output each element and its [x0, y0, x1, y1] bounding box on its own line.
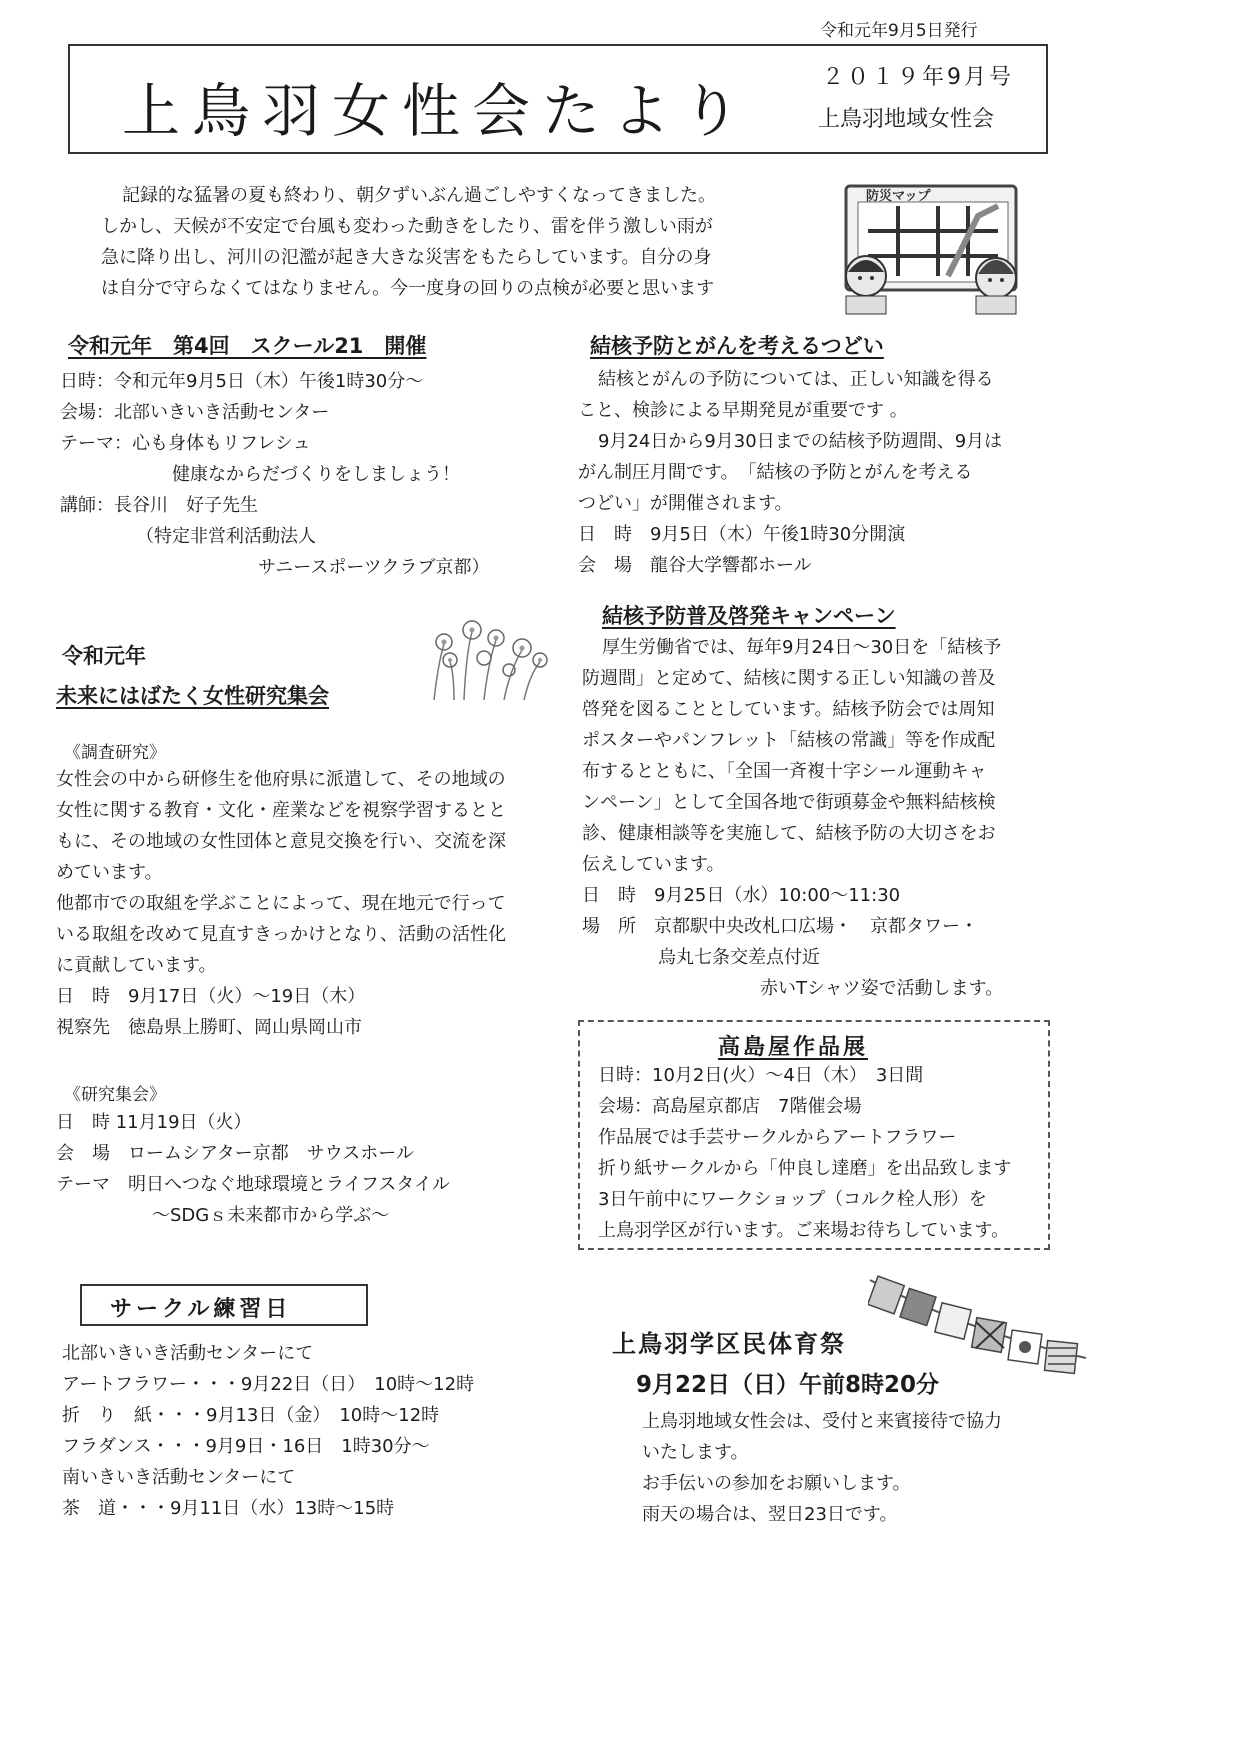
- research-line: 視察先 徳島県上勝町、岡山県岡山市: [56, 1017, 362, 1038]
- issue-date: 令和元年9月5日発行: [820, 21, 978, 41]
- research-line: テーマ 明日へつなぐ地球環境とライフスタイル: [56, 1174, 450, 1195]
- school21-line: サニースポーツクラブ京都）: [258, 557, 490, 578]
- exhibition-line: 3日午前中にワークショップ（コルク栓人形）を: [598, 1189, 987, 1210]
- cosmos-flowers-illustration: [414, 614, 554, 700]
- sports-festival-heading: 上鳥羽学区民体育祭: [612, 1330, 846, 1358]
- intro-line: は自分で守らなくてはなりません。今一度身の回りの点検が必要と思います: [101, 278, 715, 299]
- school21-line: 日時：令和元年9月5日（木）午後1時30分～: [60, 371, 424, 392]
- exhibition-line: 作品展では手芸サークルからアートフラワー: [598, 1127, 957, 1148]
- tb-cancer-line: こと、検診による早期発見が重要です 。: [578, 400, 908, 421]
- tb-campaign-line: ンペーン」として全国各地で街頭募金や無料結核検: [582, 792, 996, 813]
- tb-cancer-line: 結核とがんの予防については、正しい知識を得る: [598, 369, 994, 390]
- circle-line: 茶 道・・・9月11日（水）13時～15時: [62, 1498, 395, 1519]
- circle-heading: サークル練習日: [110, 1297, 292, 1322]
- tb-cancer-line: 会 場 龍谷大学響都ホール: [578, 555, 812, 576]
- tb-campaign-line: 防週間」と定めて、結核に関する正しい知識の普及: [582, 668, 996, 689]
- exhibition-box: [578, 1020, 1050, 1250]
- circle-line: 折 り 紙・・・9月13日（金） 10時～12時: [62, 1405, 440, 1426]
- tb-campaign-line: 啓発を図ることとしています。結核予防会では周知: [582, 699, 995, 720]
- hazard-map-illustration: [828, 176, 1028, 316]
- sports-festival-line: いたします。: [642, 1442, 749, 1463]
- map-label: 防災マップ: [866, 189, 931, 204]
- school21-line: 会場：北部いきいき活動センター: [60, 402, 330, 423]
- exhibition-line: 折り紙サークルから「仲良し達磨」を出品致します: [598, 1158, 1012, 1179]
- research-line: もに、その地域の女性団体と意見交換を行い、交流を深: [56, 831, 506, 852]
- tb-campaign-line: 厚生労働省では、毎年9月24日～30日を「結核予: [602, 637, 1002, 658]
- research-line: 女性に関する教育・文化・産業などを視察学習するとと: [56, 800, 506, 821]
- research-line: 日 時 9月17日（火）～19日（木）: [56, 986, 366, 1007]
- exhibition-line: 日時：10月2日(火）～4日（木） 3日間: [598, 1065, 924, 1086]
- research-line: 会 場 ロームシアター京都 サウスホール: [56, 1143, 414, 1164]
- school21-line: テーマ：心も身体もリフレシュ: [60, 433, 311, 454]
- school21-line: 講師：長谷川 好子先生: [60, 495, 258, 516]
- circle-heading-box: [80, 1284, 368, 1326]
- newsletter-title: 上鳥羽女性会たより: [122, 77, 753, 145]
- organization-name: 上鳥羽地域女性会: [818, 107, 995, 132]
- masthead: [68, 44, 1048, 154]
- research-line: めています。: [56, 862, 163, 883]
- research-line: 女性会の中から研修生を他府県に派遣して、その地域の: [56, 769, 506, 790]
- exhibition-heading: 高島屋作品展: [718, 1035, 869, 1060]
- circle-line: アートフラワー・・・9月22日（日） 10時～12時: [62, 1374, 475, 1395]
- tb-campaign-line: 烏丸七条交差点付近: [658, 947, 820, 968]
- circle-line: 南いきいき活動センターにて: [62, 1467, 296, 1488]
- circle-line: 北部いきいき活動センターにて: [62, 1343, 314, 1364]
- tb-campaign-line: 場 所 京都駅中央改札口広場・ 京都タワー・: [582, 916, 978, 937]
- tb-cancer-line: がん制圧月間です。 「結核の予防とがんを考える: [578, 462, 973, 483]
- circle-line: フラダンス・・・9月9日・16日 1時30分～: [62, 1436, 430, 1457]
- sports-festival-date: 9月22日（日）午前8時20分: [636, 1372, 940, 1398]
- tb-campaign-line: 日 時 9月25日（水）10:00～11:30: [582, 885, 901, 906]
- research-line: 他都市での取組を学ぶことによって、現在地元で行って: [56, 893, 506, 914]
- research-subheading: 《研究集会》: [64, 1085, 166, 1105]
- school21-heading: 令和元年 第4回 スクール21 開催: [68, 334, 427, 358]
- intro-line: しかし、天候が不安定で台風も変わった動きをしたり、雷を伴う激しい雨が: [101, 216, 713, 237]
- research-line: 日 時 11月19日（火）: [56, 1112, 252, 1133]
- sports-festival-line: 雨天の場合は、翌日23日です。: [642, 1504, 898, 1525]
- tb-cancer-line: 9月24日から9月30日までの結核予防週間、9月は: [598, 431, 1003, 452]
- research-line: ～SDGｓ未来都市から学ぶ～: [152, 1205, 390, 1226]
- tb-campaign-line: 伝えしています。: [582, 854, 725, 875]
- tb-campaign-line: ポスターやパンフレット「結核の常識」等を作成配: [582, 730, 996, 751]
- school21-line: 健康なからだづくりをしましょう！: [172, 464, 460, 485]
- tb-campaign-line: 布するとともに、「全国一斉複十字シール運動キャ: [582, 761, 987, 782]
- research-line: に貢献しています。: [56, 955, 217, 976]
- tb-campaign-line: 赤いTシャツ姿で活動します。: [760, 978, 1004, 999]
- intro-line: 記録的な猛暑の夏も終わり、朝夕ずいぶん過ごしやすくなってきました。: [122, 185, 716, 206]
- exhibition-line: 会場：高島屋京都店 7階催会場: [598, 1096, 862, 1117]
- tb-campaign-heading: 結核予防普及啓発キャンペーン: [602, 604, 896, 628]
- tb-cancer-line: つどい」が開催されます。: [578, 493, 793, 514]
- tb-cancer-heading: 結核予防とがんを考えるつどい: [590, 334, 884, 358]
- issue-number: ２０１９年9月号: [822, 65, 1014, 90]
- research-heading-line1: 令和元年: [62, 644, 146, 668]
- school21-line: （特定非営利活動法人: [136, 526, 316, 547]
- exhibition-line: 上鳥羽学区が行います。ご来場お待ちしています。: [598, 1220, 1010, 1241]
- research-subheading: 《調査研究》: [64, 743, 166, 763]
- research-heading-line2: 未来にはばたく女性研究集会: [56, 684, 329, 708]
- tb-cancer-line: 日 時 9月5日（木）午後1時30分開演: [578, 524, 906, 545]
- tb-campaign-line: 診、健康相談等を実施して、結核予防の大切さをお: [582, 823, 996, 844]
- sports-festival-line: 上鳥羽地域女性会は、受付と来賓接待で協力: [642, 1411, 1002, 1432]
- intro-line: 急に降り出し、河川の氾濫が起き大きな災害をもたらしています。自分の身: [101, 247, 712, 268]
- research-line: いる取組を改めて見直すきっかけとなり、活動の活性化: [56, 924, 506, 945]
- sports-festival-line: お手伝いの参加をお願いします。: [642, 1473, 911, 1494]
